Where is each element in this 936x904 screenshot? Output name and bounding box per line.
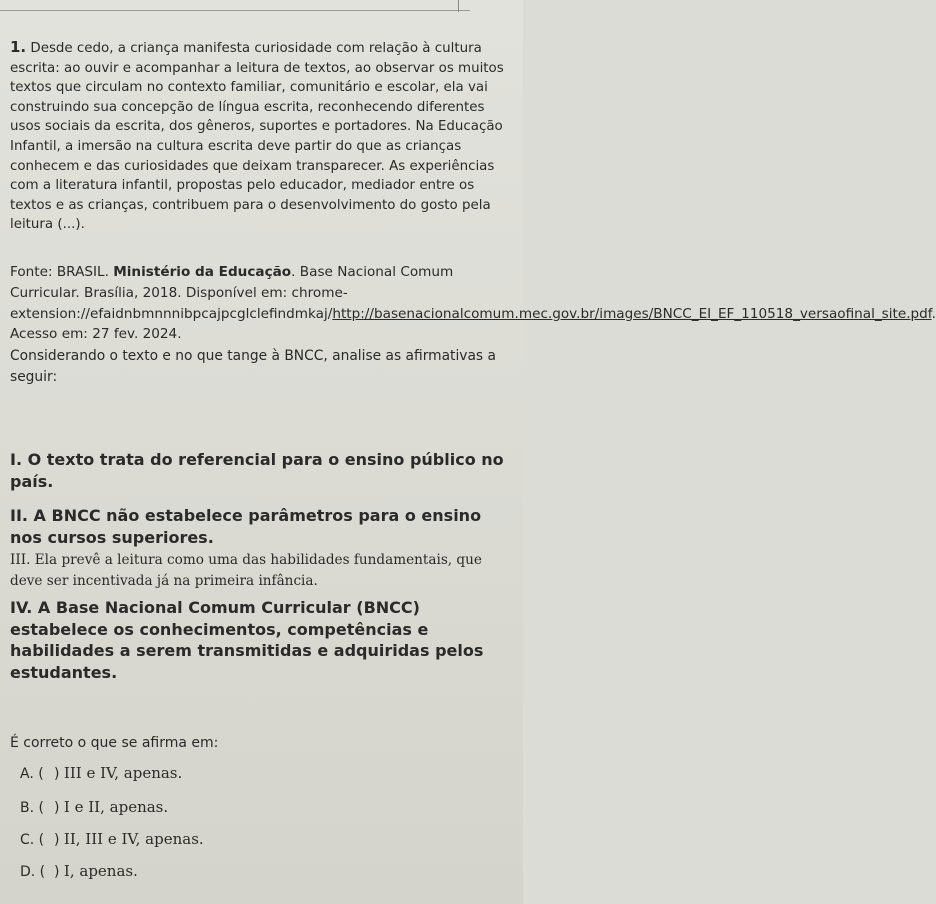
option-a-close: ) <box>54 766 60 782</box>
option-d[interactable] <box>20 862 138 880</box>
analysis-prompt: Considerando o texto e no que tange à BNCC, analise as afirmativas a seguir: <box>10 348 496 385</box>
statement-ii: II. A BNCC não estabelece parâmetros para o ensino nos cursos superiores. <box>10 506 482 547</box>
question-text <box>10 38 515 235</box>
source-access-date: . Acesso em: 27 fev. 2024. <box>10 305 936 343</box>
source-link[interactable]: http://basenacionalcomum.mec.gov.br/images/BNCC_EI_EF_110518_versaofinal_site.pdf <box>332 305 932 322</box>
statement-iii: III. Ela prevê a leitura como uma das habilidades fundamentais, que deve ser incentivada já na primeira infância. <box>10 552 482 589</box>
option-d-letter: D. ( <box>20 864 46 880</box>
source-prefix: Fonte: BRASIL. <box>10 264 109 280</box>
statement-iv: IV. A Base Nacional Comum Curricular (BNCC) estabelece os conhecimentos, competências e habilidades a serem transmitidas e adquiridas pelos estudantes. <box>10 598 484 682</box>
option-a-letter: A. ( <box>20 766 44 782</box>
option-c[interactable] <box>20 830 204 848</box>
statement-i: I. O texto trata do referencial para o ensino público no país. <box>10 450 504 491</box>
option-a[interactable] <box>20 764 182 782</box>
option-b[interactable] <box>20 798 168 816</box>
source-middle: . Base Nacional Comum Curricular. Brasília, 2018. Disponível em: chrome-extension://efaidnbmnnnibpcajpcglclefindmkaj/ <box>10 264 454 322</box>
option-c-letter: C. ( <box>20 832 45 848</box>
option-b-close: ) <box>54 800 60 816</box>
question-body: Desde cedo, a criança manifesta curiosidade com relação à cultura escrita: ao ouvir e acompanhar a leitura de textos, ao observar os muitos textos que circulam no contexto familiar, comunitário e escolar, ela vai construindo sua concepção de língua escrita, reconhecendo diferentes usos sociais da escrita, dos gêneros, suportes e portadores. Na Educação Infantil, a imersão na cultura escrita deve partir do que as crianças conhecem e das curiosidades que deixam transparecer. As experiências com a literatura infantil, propostas pelo educador, mediador entre os textos e as crianças, contribuem para o desenvolvimento do gosto pela leitura (...). <box>10 41 504 233</box>
top-border-tick <box>458 0 459 12</box>
source-citation <box>10 262 936 345</box>
top-border-line <box>0 0 470 11</box>
option-c-text: II, III e IV, apenas. <box>63 830 204 848</box>
option-d-text: I, apenas. <box>63 862 138 880</box>
option-d-close: ) <box>54 864 60 880</box>
option-c-close: ) <box>54 832 60 848</box>
option-a-text: III e IV, apenas. <box>63 764 183 782</box>
option-b-text: I e II, apenas. <box>63 798 169 816</box>
question-stem: É correto o que se afirma em: <box>10 735 219 751</box>
question-number: 1. <box>10 38 27 56</box>
option-b-letter: B. ( <box>20 800 44 816</box>
source-ministry: Ministério da Educação <box>113 264 292 280</box>
